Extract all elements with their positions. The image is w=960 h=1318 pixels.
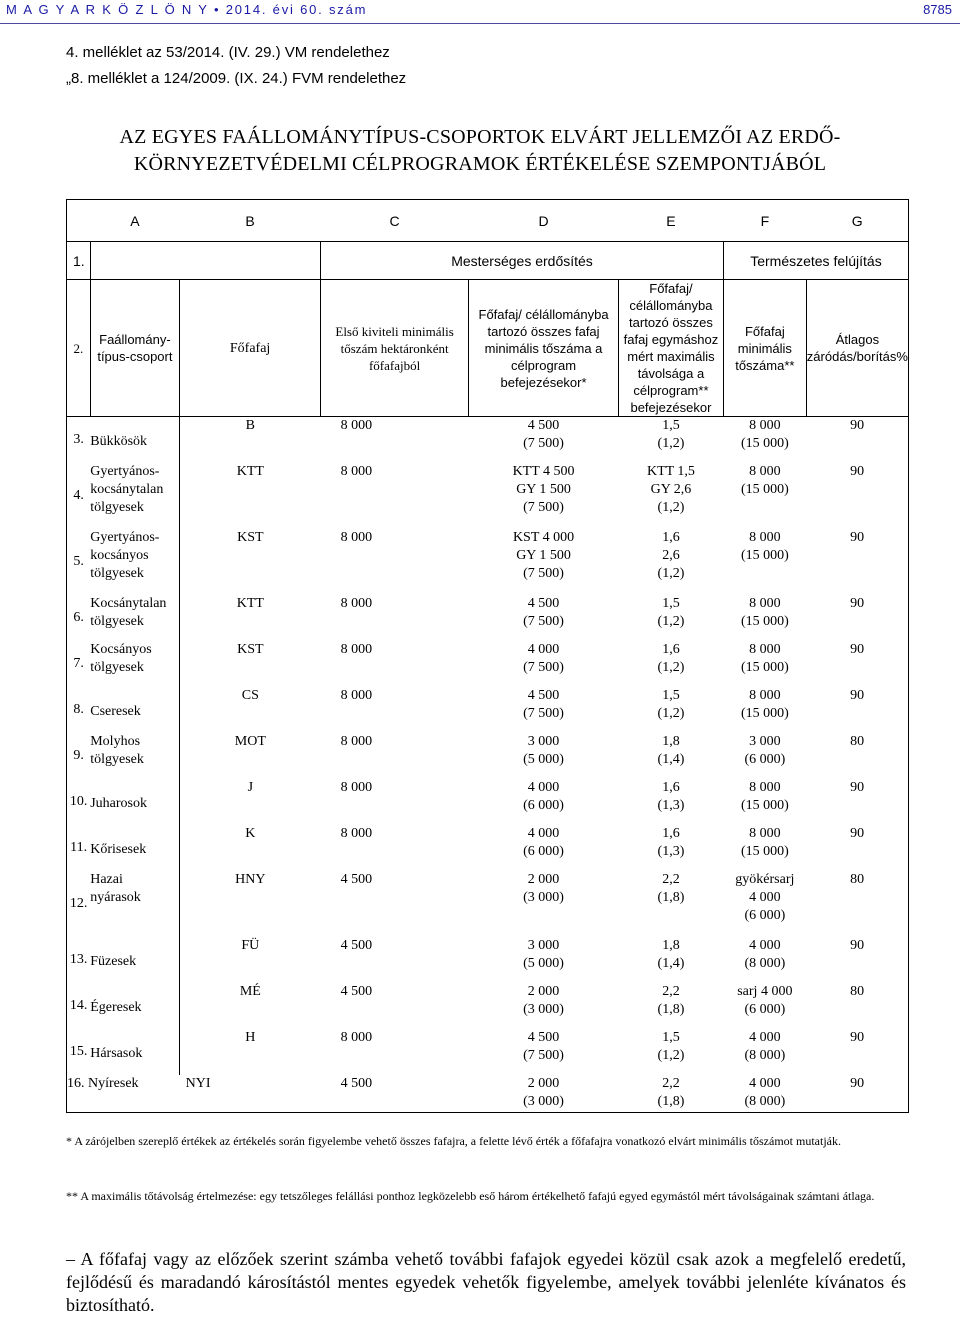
initial-stem-count: 4 500: [340, 871, 373, 887]
min-stem-count: 2 000 (3 000): [523, 983, 564, 1017]
main-species-min: 4 000 (8 000): [744, 937, 786, 971]
min-stem-count: 4 500 (7 500): [523, 595, 564, 629]
max-distance: 1,8 (1,4): [657, 733, 685, 767]
main-species-code: KTT: [180, 463, 321, 529]
annex-line-1: 4. melléklet az 53/2014. (IV. 29.) VM rendelethez: [66, 44, 390, 61]
min-stem-count: 2 000 (3 000): [523, 871, 564, 905]
header-rule: [0, 23, 960, 24]
page-number: 8785: [923, 2, 952, 17]
initial-stem-count: 8 000: [340, 595, 373, 611]
max-distance: 1,5 (1,2): [657, 418, 685, 451]
stand-type-name: Hársasok: [90, 1045, 143, 1061]
main-species-min: 4 000 (8 000): [723, 1075, 806, 1113]
main-species-min: sarj 4 000 (6 000): [737, 983, 793, 1017]
col-letter-a: A: [90, 200, 179, 242]
table-row: [67, 779, 909, 825]
min-stem-count: 3 000 (5 000): [523, 937, 564, 971]
row-number: 12.: [67, 871, 91, 937]
max-distance: 1,8 (1,4): [657, 937, 685, 971]
row-number: 9.: [67, 733, 91, 779]
main-species-min: gyökérsarj 4 000 (6 000): [735, 871, 795, 923]
main-species-code: CS: [180, 687, 321, 733]
table-row: [67, 687, 909, 733]
table-row: [67, 983, 909, 1029]
main-species-min: 3 000 (6 000): [744, 733, 786, 767]
row-number: 8.: [67, 687, 91, 733]
col-letter-g: G: [806, 200, 908, 242]
header-main-species: Főfafaj: [180, 280, 321, 417]
main-species-code: KST: [180, 641, 321, 687]
table-row: [67, 417, 909, 463]
main-species-min: 8 000 (15 000): [740, 418, 789, 451]
max-distance: 1,6 (1,3): [657, 825, 685, 859]
min-stem-count: 4 000 (6 000): [523, 779, 564, 813]
max-distance: 1,6 (1,3): [657, 779, 685, 813]
max-distance: 2,2 (1,8): [618, 1075, 723, 1113]
max-distance: 1,6 (1,2): [657, 641, 685, 675]
col-letter-d: D: [469, 200, 619, 242]
min-stem-count: 2 000 (3 000): [469, 1075, 619, 1113]
page-title-line-2: KÖRNYEZETVÉDELMI CÉLPROGRAMOK ÉRTÉKELÉSE SZEMPONTJÁBÓL: [133, 153, 827, 175]
stand-type-name: Gyertyános- kocsánytalan tölgyesek: [90, 463, 164, 515]
stand-type-name: Kocsánytalan tölgyesek: [90, 595, 167, 629]
initial-stem-count: 8 000: [340, 825, 373, 841]
group-natural-regeneration: Természetes felújítás: [723, 242, 908, 280]
column-letter-row: [67, 200, 909, 242]
stand-type-name: Juharosok: [90, 795, 148, 811]
canopy-closure: 90: [806, 641, 908, 687]
header-bullet: •: [213, 2, 221, 17]
min-stem-count: 4 000 (7 500): [523, 641, 564, 675]
header-min-stem-count: Főfafaj/ célállományba tartozó összes fafaj minimális tőszáma a célprogram befejezésekor*: [469, 280, 619, 417]
initial-stem-count: 8 000: [340, 1029, 373, 1045]
table-row: [67, 733, 909, 779]
canopy-closure: 80: [806, 871, 908, 937]
stand-type-name: Hazai nyárasok: [90, 871, 141, 905]
min-stem-count: 4 000 (6 000): [523, 825, 564, 859]
row-number: 6.: [67, 595, 91, 641]
main-species-code: B: [180, 417, 321, 463]
min-stem-count: 4 500 (7 500): [523, 418, 564, 451]
footnote-2: ** A maximális tőtávolság értelmezése: egy tetszőleges felállási ponthoz legközelebb eső három értékelhető fafajú egyed egymástól mért távolságainak számtani átlaga.: [66, 1189, 875, 1203]
main-species-min: 8 000 (15 000): [740, 463, 789, 497]
row-number: 1.: [67, 242, 91, 280]
max-distance: 2,2 (1,8): [657, 871, 685, 905]
row-number: 11.: [67, 825, 91, 871]
initial-stem-count: 8 000: [340, 641, 373, 657]
main-species-code: K: [180, 825, 321, 871]
initial-stem-count: 8 000: [340, 529, 373, 545]
main-species-min: 8 000 (15 000): [740, 825, 789, 859]
canopy-closure: 90: [806, 1075, 908, 1113]
canopy-closure: 90: [806, 687, 908, 733]
footnote-1: * A zárójelben szereplő értékek az értékelés során figyelembe vehető összes fafajra, a felette lévő érték a főfafajra vonatkozó elvárt minimális tőszámot mutatják.: [66, 1134, 841, 1148]
min-stem-count: 3 000 (5 000): [523, 733, 564, 767]
stand-type-name: Kőrisesek: [90, 841, 147, 857]
min-stem-count: KST 4 000 GY 1 500 (7 500): [512, 529, 575, 581]
column-header-row: [67, 280, 909, 417]
col-letter-e: E: [618, 200, 723, 242]
stand-type-name: Molyhos tölgyesek: [90, 733, 144, 767]
initial-stem-count: 4 500: [340, 983, 373, 999]
main-species-min: 8 000 (15 000): [740, 641, 789, 675]
stand-type-name: Gyertyános- kocsányos tölgyesek: [90, 529, 160, 581]
main-species-code: HNY: [180, 871, 321, 937]
col-letter-b: B: [180, 200, 321, 242]
table-row: [67, 463, 909, 529]
col-letter-c: C: [321, 200, 469, 242]
group-header-row: [67, 242, 909, 280]
canopy-closure: 90: [806, 779, 908, 825]
initial-stem-count: 4 500: [321, 1075, 469, 1113]
header-main-species-min: Főfafaj minimális tőszáma**: [723, 280, 806, 417]
main-species-code: KST: [180, 529, 321, 595]
max-distance: 2,2 (1,8): [657, 983, 685, 1017]
initial-stem-count: 8 000: [340, 687, 373, 703]
stand-type-name: Égeresek: [90, 999, 142, 1015]
main-species-code: FÜ: [180, 937, 321, 983]
main-species-code: H: [180, 1029, 321, 1075]
stand-type-name: Nyíresek: [88, 1075, 139, 1091]
header-canopy-closure: Átlagos záródás/borítás%: [806, 280, 908, 417]
max-distance: KTT 1,5 GY 2,6 (1,2): [646, 463, 695, 515]
table-row: [67, 529, 909, 595]
row-number: 16.: [67, 1075, 85, 1091]
main-species-min: 8 000 (15 000): [740, 595, 789, 629]
page-header: [0, 0, 960, 24]
main-species-code: NYI: [180, 1075, 321, 1113]
initial-stem-count: 8 000: [340, 779, 373, 795]
canopy-closure: 90: [806, 529, 908, 595]
initial-stem-count: 8 000: [340, 463, 373, 479]
canopy-closure: 90: [806, 463, 908, 529]
min-stem-count: 4 500 (7 500): [523, 687, 564, 721]
canopy-closure: 80: [806, 733, 908, 779]
row-number: 2.: [67, 280, 91, 417]
row-number: 3.: [67, 417, 91, 463]
canopy-closure: 90: [806, 825, 908, 871]
table-row: [67, 825, 909, 871]
annex-line-2: „8. melléklet a 124/2009. (IX. 24.) FVM rendelethez: [66, 70, 407, 87]
row-number: 14.: [67, 983, 91, 1029]
canopy-closure: 90: [806, 595, 908, 641]
closing-paragraph: – A főfafaj vagy az előzőek szerint számba vehető további fafajok egyedei közül csak azok a megfelelő eredetű, fejlődésű és maradandó károsítástól mentes egyedek vehetők figyelembe, amelyek további jelenléte kívánatos és biztosítható.: [66, 1249, 906, 1315]
main-species-min: 8 000 (15 000): [740, 529, 789, 563]
main-species-code: J: [180, 779, 321, 825]
canopy-closure: 90: [806, 1029, 908, 1075]
main-species-code: MOT: [180, 733, 321, 779]
row-number: 7.: [67, 641, 91, 687]
row-number: 4.: [67, 463, 91, 529]
main-species-code: MÉ: [180, 983, 321, 1029]
main-species-min: 8 000 (15 000): [740, 779, 789, 813]
initial-stem-count: 4 500: [340, 937, 373, 953]
journal-header: [6, 2, 367, 17]
col-letter-f: F: [723, 200, 806, 242]
initial-stem-count: 8 000: [340, 418, 373, 433]
table-row: [67, 871, 909, 937]
max-distance: 1,5 (1,2): [657, 687, 685, 721]
main-species-code: KTT: [180, 595, 321, 641]
row-number: 10.: [67, 779, 91, 825]
issue-label: 2014. évi 60. szám: [225, 2, 368, 17]
table-row: [67, 1029, 909, 1075]
table-row: [67, 641, 909, 687]
stand-type-name: Füzesek: [90, 953, 137, 969]
header-initial-stem-count: Első kiviteli minimális tőszám hektáronként főfafajból: [321, 280, 469, 417]
main-species-min: 8 000 (15 000): [740, 687, 789, 721]
row-number: 13.: [67, 937, 91, 983]
canopy-closure: 90: [806, 937, 908, 983]
group-artificial-afforestation: Mesterséges erdősítés: [321, 242, 724, 280]
table-row: [67, 1075, 909, 1113]
min-stem-count: 4 500 (7 500): [523, 1029, 564, 1063]
row-number: 5.: [67, 529, 91, 595]
header-max-distance: Főfafaj/ célállományba tartozó összes fafaj egymáshoz mért maximális távolsága a célprogram** befejezésekor: [618, 280, 723, 417]
max-distance: 1,6 2,6 (1,2): [657, 529, 685, 581]
canopy-closure: 90: [806, 417, 908, 463]
stand-type-name: Bükkösök: [90, 434, 148, 449]
journal-name: M A G Y A R K Ö Z L Ö N Y: [6, 2, 209, 17]
min-stem-count: KTT 4 500 GY 1 500 (7 500): [512, 463, 575, 515]
table-row: [67, 937, 909, 983]
initial-stem-count: 8 000: [340, 733, 373, 749]
header-stand-type-group: Faállomány-típus-csoport: [90, 280, 179, 417]
canopy-closure: 80: [806, 983, 908, 1029]
row-number: 15.: [67, 1029, 91, 1075]
stand-type-name: Kocsányos tölgyesek: [90, 641, 152, 675]
row-number-and-name: [67, 1075, 180, 1113]
max-distance: 1,5 (1,2): [657, 1029, 685, 1063]
stand-type-name: Cseresek: [90, 703, 141, 719]
requirements-table: [66, 199, 909, 1113]
page-title-line-1: AZ EGYES FAÁLLOMÁNYTÍPUS-CSOPORTOK ELVÁRT JELLEMZŐI AZ ERDŐ-: [119, 126, 841, 148]
table-row: [67, 595, 909, 641]
main-species-min: 4 000 (8 000): [744, 1029, 786, 1063]
max-distance: 1,5 (1,2): [657, 595, 685, 629]
